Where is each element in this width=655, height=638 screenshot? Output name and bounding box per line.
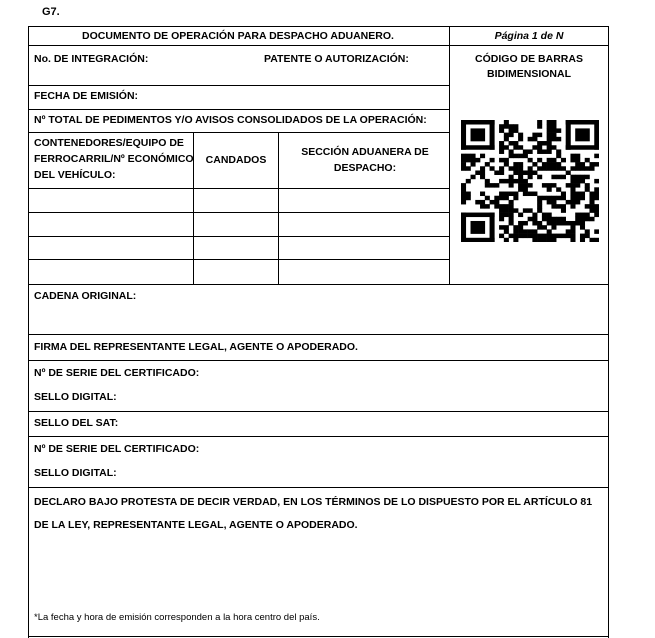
original-chain-label: CADENA ORIGINAL: — [34, 290, 137, 302]
sat-seal-label: SELLO DEL SAT: — [34, 417, 119, 429]
signature-label: FIRMA DEL REPRESENTANTE LEGAL, AGENTE O APODERADO. — [34, 341, 358, 353]
digital-seal-label-2: SELLO DIGITAL: — [34, 467, 117, 479]
locks-column-header: CANDADOS — [205, 154, 267, 166]
patent-label: PATENTE O AUTORIZACIÓN: — [264, 53, 409, 65]
total-pedimentos-label: Nº TOTAL DE PEDIMENTOS Y/O AVISOS CONSOLIDADOS DE LA OPERACIÓN: — [34, 114, 427, 126]
certificate-serial-label-1: Nº DE SERIE DEL CERTIFICADO: — [34, 367, 200, 379]
certificate-serial-label-2: Nº DE SERIE DEL CERTIFICADO: — [34, 443, 200, 455]
integration-number-label: No. DE INTEGRACIÓN: — [34, 53, 149, 65]
containers-column-header: CONTENEDORES/EQUIPO DE FERROCARRIL/Nº ECONÓMICO DEL VEHÍCULO: — [34, 137, 194, 181]
qr-code-image — [461, 120, 599, 242]
document-title: DOCUMENTO DE OPERACIÓN PARA DESPACHO ADUANERO. — [82, 30, 394, 42]
digital-seal-label-1: SELLO DIGITAL: — [34, 391, 117, 403]
emission-date-label: FECHA DE EMISIÓN: — [34, 90, 139, 102]
declaration-text: DECLARO BAJO PROTESTA DE DECIR VERDAD, EN LOS TÉRMINOS DE LO DISPUESTO POR EL ARTÍCULO 81 DE LA LEY, REPRESENTANTE LEGAL, AGENTE O APODERADO. — [34, 496, 593, 531]
section-column-header: SECCIÓN ADUANERA DE DESPACHO: — [301, 146, 429, 174]
page-indicator: Página 1 de N — [494, 30, 564, 42]
barcode-label: CÓDIGO DE BARRAS BIDIMENSIONAL — [475, 53, 583, 80]
footnote: *La fecha y hora de emisión corresponden a la hora centro del país. — [34, 612, 320, 623]
form-code: G7. — [42, 6, 60, 18]
